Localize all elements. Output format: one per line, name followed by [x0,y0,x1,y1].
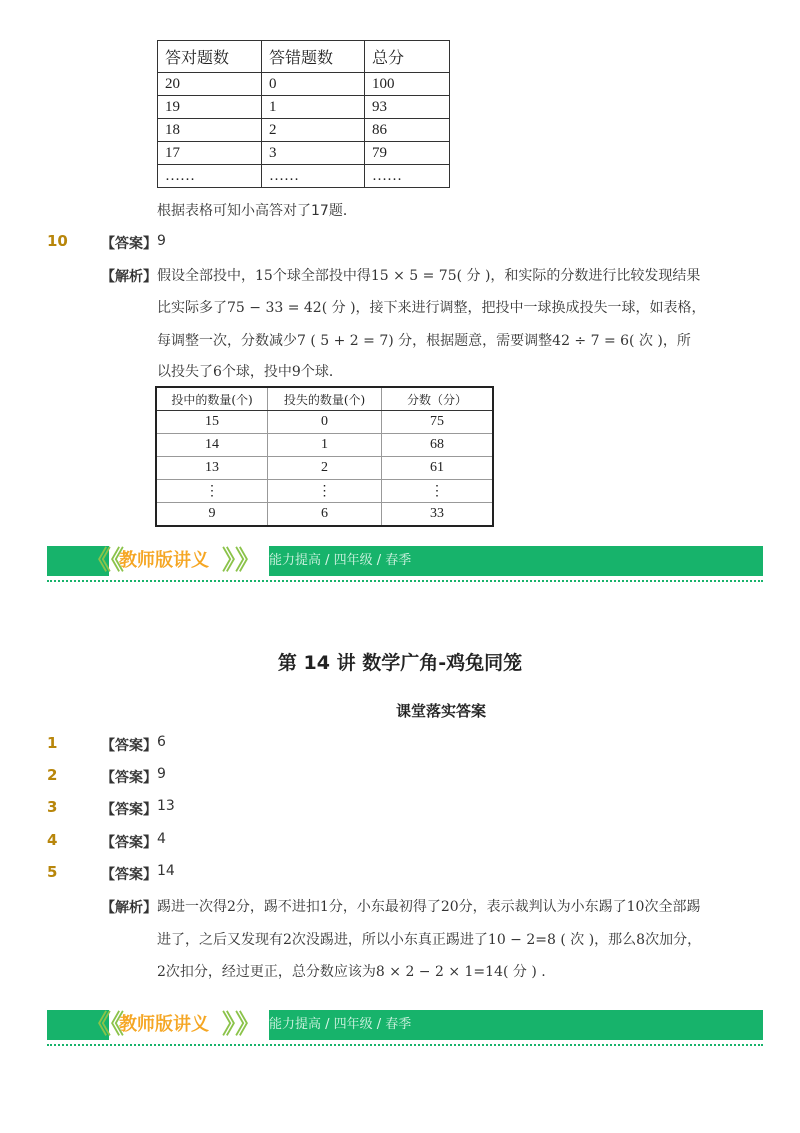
section-title: 课堂落实答案 [395,702,486,720]
answer-tag: 【答案】 [101,802,157,818]
table-row [158,73,450,96]
score-table [157,40,450,188]
question-number: 4 [47,831,58,849]
table-cell: 3 [262,142,365,165]
answer-value: 14 [157,863,175,879]
table-header: 答错题数 [262,41,365,73]
table-cell: ⋮ [156,480,268,503]
table-cell: 33 [382,503,494,527]
table-cell: ⋮ [268,480,382,503]
table-cell: 100 [365,73,450,96]
table-cell: 19 [158,96,262,119]
table-cell: 6 [268,503,382,527]
table-cell: ⋮ [382,480,494,503]
table-row [156,434,493,457]
table-header: 总分 [365,41,450,73]
teacher-banner [47,546,763,576]
table-row [156,480,493,503]
analysis-line: 假设全部投中，15个球全部投中得15 × 5 = 75( 分 )，和实际的分数进行比较发现结果 [157,268,701,284]
breadcrumb: 能力提高 / 四年级 / 春季 [269,1017,412,1032]
table-cell: 86 [365,119,450,142]
teacher-banner [47,1010,763,1040]
chevron-right-icon: 》》 [222,546,262,576]
analysis-line: 进了，之后又发现有2次没踢进，所以小东真正踢进了10 − 2=8 ( 次 )，那么8次加分， [157,932,702,948]
table-cell: …… [158,165,262,188]
table-header: 答对题数 [158,41,262,73]
table-header: 投中的数量(个) [156,387,268,411]
table-cell: 2 [262,119,365,142]
breadcrumb: 能力提高 / 四年级 / 春季 [269,553,412,568]
table-cell: 9 [156,503,268,527]
answer-tag: 【答案】 [101,236,157,252]
table-row [156,457,493,480]
analysis-line: 2次扣分，经过更正，总分数应该为8 × 2 − 2 × 1=14( 分 ) . [157,964,546,980]
table-cell: 0 [268,411,382,434]
table-cell: 15 [156,411,268,434]
table-cell: 1 [262,96,365,119]
table-cell: 2 [268,457,382,480]
dotted-divider [47,580,763,582]
answer-value: 9 [157,766,166,782]
chevron-right-icon: 》》 [222,1010,262,1040]
answer-tag: 【答案】 [101,770,157,786]
table-row [158,142,450,165]
answer-value: 4 [157,831,166,847]
analysis-line: 踢进一次得2分，踢不进扣1分，小东最初得了20分，表示裁判认为小东踢了10次全部踢 [157,899,701,915]
answer-value: 9 [157,233,166,249]
table-header-row [158,41,450,73]
analysis-line: 比实际多了75 − 33 = 42( 分 )，接下来进行调整，把投中一球换成投失一球，如表格， [157,300,706,316]
answer-value: 13 [157,798,175,814]
table-row [158,119,450,142]
table-row [156,411,493,434]
table-cell: …… [262,165,365,188]
question-number: 2 [47,766,58,784]
question-number: 10 [47,232,68,250]
table-cell: 1 [268,434,382,457]
chevron-left-icon: 《《 [85,1010,125,1040]
analysis-tag: 【解析】 [101,900,157,916]
analysis-line: 每调整一次，分数减少7 ( 5 + 2 = 7) 分，根据题意，需要调整42 ÷ 7 = 6( 次 )，所 [157,333,691,349]
question-number: 5 [47,863,58,881]
table-header-row [156,387,493,411]
page-title: 第 14 讲 数学广角-鸡兔同笼 [277,652,523,674]
table-cell: 20 [158,73,262,96]
table-cell: 79 [365,142,450,165]
answer-tag: 【答案】 [101,867,157,883]
table-cell: 93 [365,96,450,119]
table-cell: 17 [158,142,262,165]
banner-title: 教师版讲义 [119,1014,209,1035]
banner-title: 教师版讲义 [119,550,209,571]
table-header: 投失的数量(个) [268,387,382,411]
table-row [158,96,450,119]
table-cell: 61 [382,457,494,480]
table-row [156,503,493,527]
table-conclusion: 根据表格可知小高答对了17题． [157,203,357,219]
chevron-left-icon: 《《 [85,546,125,576]
shots-table [155,386,494,527]
analysis-line: 以投失了6个球，投中9个球． [157,364,343,380]
table-row [158,165,450,188]
table-cell: 0 [262,73,365,96]
table-cell: 18 [158,119,262,142]
question-number: 1 [47,734,58,752]
table-cell: 14 [156,434,268,457]
table-cell: …… [365,165,450,188]
table-cell: 68 [382,434,494,457]
question-number: 3 [47,798,58,816]
table-header: 分数（分） [382,387,494,411]
dotted-divider [47,1044,763,1046]
answer-tag: 【答案】 [101,835,157,851]
table-cell: 13 [156,457,268,480]
answer-value: 6 [157,734,166,750]
analysis-tag: 【解析】 [101,269,157,285]
answer-tag: 【答案】 [101,738,157,754]
table-cell: 75 [382,411,494,434]
